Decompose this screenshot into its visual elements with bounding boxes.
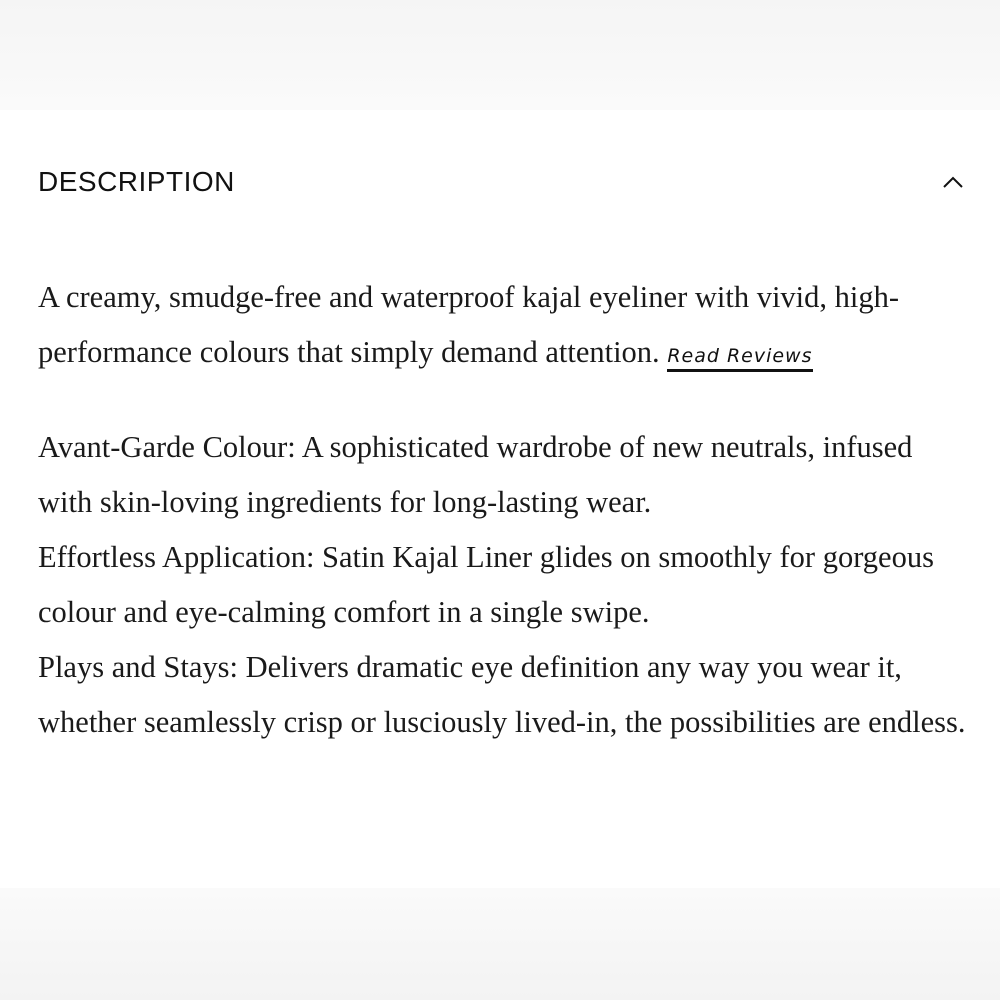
- description-accordion-toggle[interactable]: [38, 160, 968, 204]
- chevron-up-icon[interactable]: [938, 167, 968, 197]
- feature-avant-garde-colour: Avant-Garde Colour: A sophisticated wardrobe of new neutrals, infused with skin-loving ingredients for long-lasting wear.: [38, 430, 913, 519]
- description-intro: [38, 270, 968, 384]
- accordion-title: DESCRIPTION: [38, 166, 235, 197]
- description-content: [38, 270, 968, 750]
- description-panel: [0, 110, 1000, 888]
- feature-plays-and-stays: Plays and Stays: Delivers dramatic eye definition any way you wear it, whether seamlessly crisp or lusciously lived-in, the possibilities are endless.: [38, 650, 966, 739]
- intro-text: A creamy, smudge-free and waterproof kajal eyeliner with vivid, high-performance colours that simply demand attention.: [38, 280, 900, 369]
- read-reviews-link[interactable]: Read Reviews: [667, 345, 812, 372]
- feature-effortless-application: Effortless Application: Satin Kajal Liner glides on smoothly for gorgeous colour and eye-calming comfort in a single swipe.: [38, 540, 934, 629]
- top-background: [0, 0, 1000, 110]
- bottom-background: [0, 888, 1000, 1000]
